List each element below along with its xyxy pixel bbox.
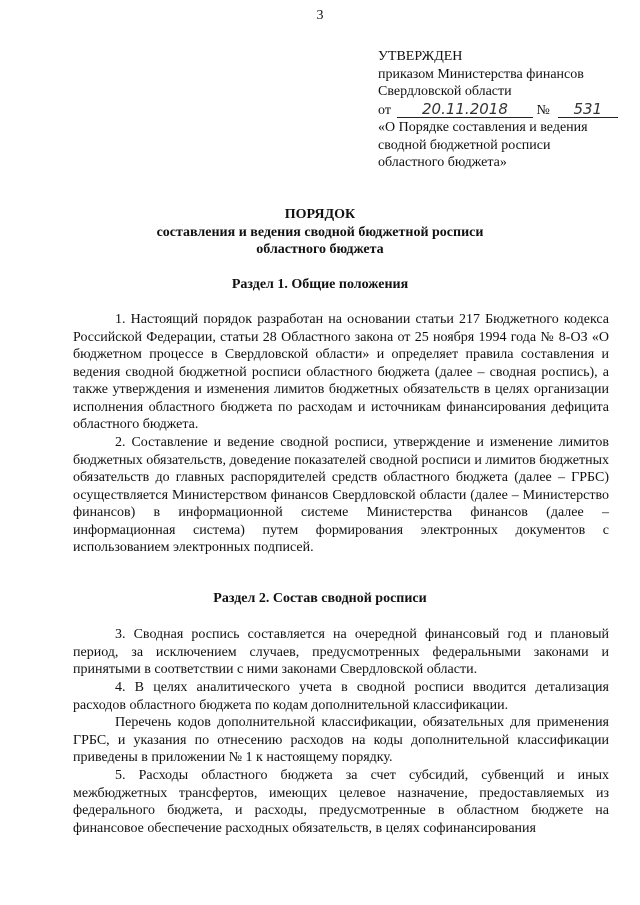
title-line-1: ПОРЯДОК	[284, 207, 356, 222]
approval-ref-line-2: сводной бюджетной росписи	[378, 137, 551, 153]
paragraph-6: 5. Расходы областного бюджета за счет субсидий, субвенций и иных межбюджетных трансфертов, имеющих целевое назначение, предоставляемых из федерального бюджета, и расходы, предусмотренные в областном бюджете на финансовое обеспечение расходных обязательств, в целях софинансирования	[73, 768, 609, 836]
paragraph-1: 1. Настоящий порядок разработан на основании статьи 217 Бюджетного кодекса Российской Федерации, статьи 28 Областного закона от 25 ноября 1994 года № 8-ОЗ «О бюджетном процессе в Свердловской области» и определяет правила составления и ведения сводной бюджетной росписи областного бюджета (далее – сводная роспись), а также утверждения и изменения лимитов бюджетных обязательств в целях организации исполнения областного бюджета по расходам и источникам финансирования дефицита областного бюджета.	[73, 312, 609, 432]
approval-ref-line-3: областного бюджета»	[378, 155, 507, 170]
title-line-3: областного бюджета	[256, 242, 384, 257]
approval-number-label: №	[536, 102, 550, 118]
paragraph-2: 2. Составление и ведение сводной росписи, утверждение и изменение лимитов бюджетных обязательств, доведение показателей сводной росписи и лимитов бюджетных обязательств до главных распорядителей средств областного бюджета (далее – ГРБС) осуществляется Министерством финансов Свердловской области (далее – Министерство финансов) в информационной системе Министерства финансов (далее – информационная система) путем формирования электронных документов с использованием электронных подписей.	[73, 435, 609, 555]
document-title	[40, 206, 600, 259]
section-1-heading: Раздел 1. Общие положения	[231, 277, 409, 292]
paragraph-4: 4. В целях аналитического учета в сводной росписи вводится детализация расходов областного бюджета по кодам дополнительной классификации.	[73, 680, 609, 713]
section-2-heading: Раздел 2. Состав сводной росписи	[213, 591, 427, 606]
title-line-2: составления и ведения сводной бюджетной росписи	[156, 224, 484, 240]
handwritten-date: 20.11.2018	[397, 101, 533, 118]
approval-ref-line-1: «О Порядке составления и ведения	[378, 120, 588, 135]
approval-region-line: Свердловской области	[378, 84, 512, 99]
paragraph-5: Перечень кодов дополнительной классификации, обязательных для применения ГРБС, и указания по отнесению расходов на коды дополнительной классификации приведены в приложении № 1 к настоящему порядку.	[73, 715, 609, 765]
approval-heading: УТВЕРЖДЕН	[378, 49, 463, 64]
approval-from-label: от	[378, 102, 391, 118]
approval-order-line: приказом Министерства финансов	[378, 66, 584, 82]
handwritten-number: 531	[558, 101, 618, 118]
paragraph-3: 3. Сводная роспись составляется на очередной финансовый год и плановый период, за исключением случаев, предусмотренных федеральными законами и принятыми в соответствии с ними законами Свердловской области.	[73, 627, 609, 677]
approval-stamp	[378, 48, 628, 172]
approval-date-line	[378, 101, 628, 120]
page-number: 3	[316, 8, 324, 23]
